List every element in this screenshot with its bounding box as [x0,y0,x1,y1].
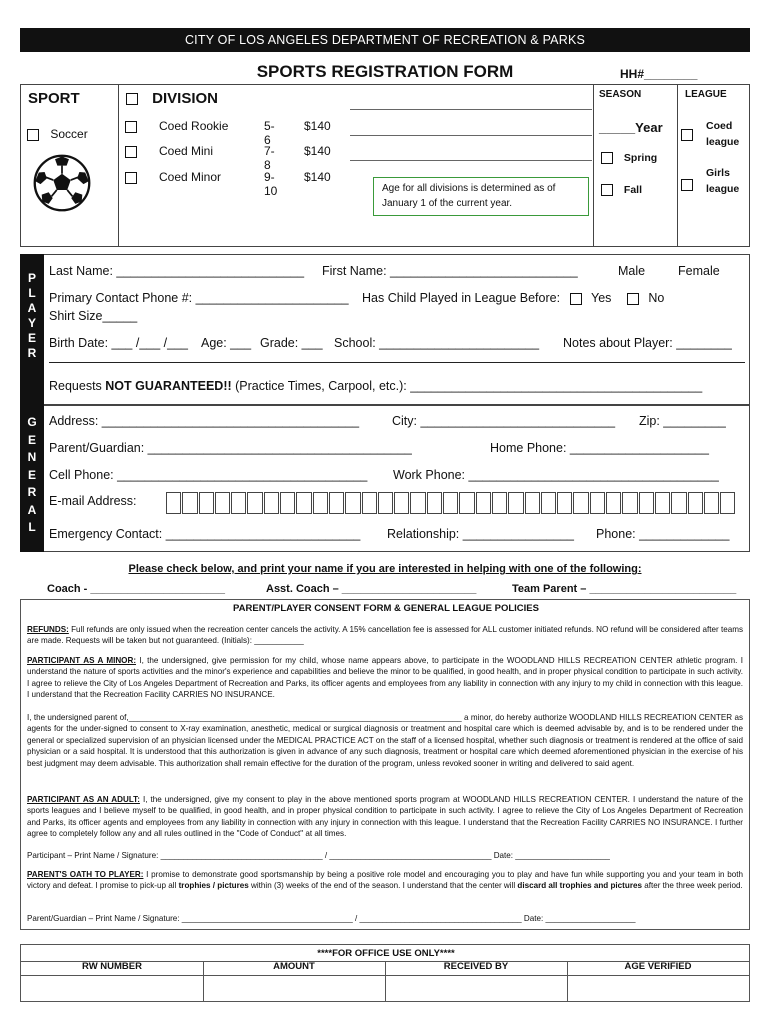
consent-box [20,599,750,930]
general-side-label: G E N E R A L [20,405,44,552]
work-phone-field[interactable]: Work Phone: ____________________________________ [393,468,719,482]
primary-phone-field[interactable]: Primary Contact Phone #: ______________________ [49,291,349,305]
department-banner: CITY OF LOS ANGELES DEPARTMENT OF RECREATION & PARKS [20,28,750,52]
division-checkbox[interactable] [126,93,138,105]
parent-guardian-field[interactable]: Parent/Guardian: ______________________________________ [49,441,412,455]
fall-label: Fall [623,184,643,196]
played-yes-checkbox[interactable] [570,293,582,305]
soccer-ball-icon [33,154,91,212]
registration-options-box [20,84,750,247]
asst-coach-field[interactable]: Asst. Coach – ______________________ [266,583,477,595]
played-no-label: No [648,291,665,305]
season-year-field[interactable]: _____Year [599,120,663,135]
parent-signature-line[interactable]: Parent/Guardian – Print Name / Signature: ______________________________________ / ____________________________________ Date: ____________________ [27,914,636,923]
spring-checkbox[interactable] [601,152,613,164]
division-price: $140 [304,119,331,133]
received-by-header: RECEIVED BY [443,961,509,972]
city-field[interactable]: City: ____________________________ [392,414,616,428]
fall-checkbox[interactable] [601,184,613,196]
male-option[interactable]: Male [618,264,646,278]
minor-paragraph: PARTICIPANT AS A MINOR: I, the undersigned, give permission for my child, whose name appears above, to participate in the WOODLAND HILLS RECREATION CENTER athletic program. I understand the nature of sports activities and the minor's experience and capabilities and believe the minor to be qualified, in good health, and in proper physical condition to participate in such activity. I agree to relieve the City of Los Angeles Department of Recreation and Parks, its officer agents and employees from any liability in connection with any injury to my child in connection with this league. I understand that the Recreation Facility CARRIES NO INSURANCE. [27,656,743,700]
volunteer-prompt: Please check below, and print your name if you are interested in helping with one of the following: [128,563,642,575]
office-use-table [20,944,750,1002]
home-phone-field[interactable]: Home Phone: ____________________ [490,441,709,455]
last-name-field[interactable]: Last Name: ___________________________ [49,264,305,278]
female-option[interactable]: Female [678,264,720,278]
emergency-contact-field[interactable]: Emergency Contact: ____________________________ [49,527,361,541]
form-title: SPORTS REGISTRATION FORM [256,62,514,81]
played-no-checkbox[interactable] [627,293,639,305]
participant-signature-line[interactable]: Participant – Print Name / Signature: ____________________________________ / ____________________________________ Date: _____________________ [27,851,610,860]
amount-header: AMOUNT [273,961,315,972]
refunds-paragraph: REFUNDS: Full refunds are only issued when the recreation center cancels the activity. A 15% cancellation fee is assessed for ALL customer initiated refunds. NO refund will be considered after teams are made. Requests will be taken but not guaranteed. (Initials): ___________ [27,625,743,646]
league-heading: LEAGUE [685,89,727,100]
zip-field[interactable]: Zip: _________ [639,414,726,428]
played-before-label: Has Child Played in League Before: [362,291,561,305]
consent-title: PARENT/PLAYER CONSENT FORM & GENERAL LEAGUE POLICIES [233,603,539,614]
division-name: Coed Mini [159,144,214,158]
division-row [125,144,331,172]
oath-paragraph: PARENT'S OATH TO PLAYER: I promise to demonstrate good sportsmanship by being a positive role model and encouraging you to play and have fun while supporting you and your team in both victory and defeat. I promise to pick-up all trophies / pictures within (3) weeks of the end of the season. I understand that the center will discard all trophies and pictures after the three week period. [27,870,743,891]
adult-paragraph: PARTICIPANT AS AN ADULT: I, the undersigned, give my consent to play in the above mentioned sports program at WOODLAND HILLS RECREATION CENTER. I understand the nature of the sports leagues and I believe myself to be qualified, in good health, and in proper physical condition to participate in such activity. I agree to relieve the City of Los Angeles Department of Recreation and Parks, its officer agents and employees from any liability in connection with any injury in connection with this league. I understand that the Recreation Facility CARRIES NO INSURANCE. I further agree to completely follow any and all rules outlined in the "Code of Conduct" at all times. [27,795,743,839]
coed-rookie-checkbox[interactable] [125,121,137,133]
coach-field[interactable]: Coach - ______________________ [47,583,225,595]
coed-league-checkbox[interactable] [681,129,693,141]
cell-phone-field[interactable]: Cell Phone: ____________________________________ [49,468,368,482]
household-number-field[interactable]: HH#________ [620,67,698,81]
division-ages: 5-6 [264,119,275,147]
rw-number-header: RW NUMBER [82,961,142,972]
age-field[interactable]: Age: ___ [201,336,252,350]
school-field[interactable]: School: _______________________ [334,336,540,350]
age-determination-note: Age for all divisions is determined as of January 1 of the current year. [373,177,589,216]
coed-minor-checkbox[interactable] [125,172,137,184]
email-label: E-mail Address: [49,494,137,508]
grade-field[interactable]: Grade: ___ [260,336,323,350]
soccer-checkbox[interactable] [27,129,39,141]
address-field[interactable]: Address: _____________________________________ [49,414,360,428]
first-name-field[interactable]: First Name: ___________________________ [322,264,578,278]
spring-label: Spring [623,152,658,164]
division-row [125,170,331,198]
division-price: $140 [304,144,331,158]
division-price: $140 [304,170,331,184]
season-heading: SEASON [599,89,642,100]
sport-heading: SPORT [28,90,80,107]
division-row [125,119,331,147]
relationship-field[interactable]: Relationship: ________________ [387,527,574,541]
coed-mini-checkbox[interactable] [125,146,137,158]
played-yes-label: Yes [591,291,612,305]
girls-league-checkbox[interactable] [681,179,693,191]
emergency-phone-field[interactable]: Phone: _____________ [596,527,730,541]
division-ages: 9-10 [264,170,278,198]
team-parent-field[interactable]: Team Parent – ________________________ [512,583,737,595]
player-side-label: P L A Y E R [20,254,44,405]
requests-field[interactable]: Requests NOT GUARANTEED!! (Practice Times, Carpool, etc.): __________________________________________ [49,379,703,393]
office-use-heading: ****FOR OFFICE USE ONLY**** [317,948,455,959]
email-boxes[interactable] [165,492,735,514]
division-name: Coed Minor [159,170,222,184]
notes-line[interactable] [49,362,745,363]
shirt-size-field[interactable]: Shirt Size_____ [49,309,138,323]
coed-league-label: Coed league [706,120,740,148]
medical-authorization-paragraph: I, the undersigned parent of,__________________________________________________________________________ a minor, do hereby authorize WOODLAND HILLS RECREATION CENTER as agents for the under-signed to consent to X-ray examination, anesthetic, medical or surgical diagnosis or treatment and hospital care which is deemed advisable by, and is to be rendered under the general or specialized supervision of an physician licensed under the MEDICAL PRACTICE ACT on the staff of a licensed hospital, whether such diagnosis or treatment is rendered at the office of said physician or a said hospital. It is understood that this authorization is given in advance of any such diagnosis, treatment or hospital care which deemed aforementioned physician in the exercise of his best judgment may deem advisable. This authorization shall remain effective for the duration of the program, unless revoked sooner in writing and delivered to said agent. [27,713,743,768]
age-verified-header: AGE VERIFIED [624,961,692,972]
division-name: Coed Rookie [159,119,229,133]
division-heading: DIVISION [152,90,219,107]
division-ages: 7-8 [264,144,275,172]
birth-date-field[interactable]: Birth Date: ___ /___ /___ [49,336,188,350]
girls-league-label: Girls league [706,167,740,195]
soccer-label: Soccer [50,127,88,141]
notes-field[interactable]: Notes about Player: ________ [563,336,732,350]
